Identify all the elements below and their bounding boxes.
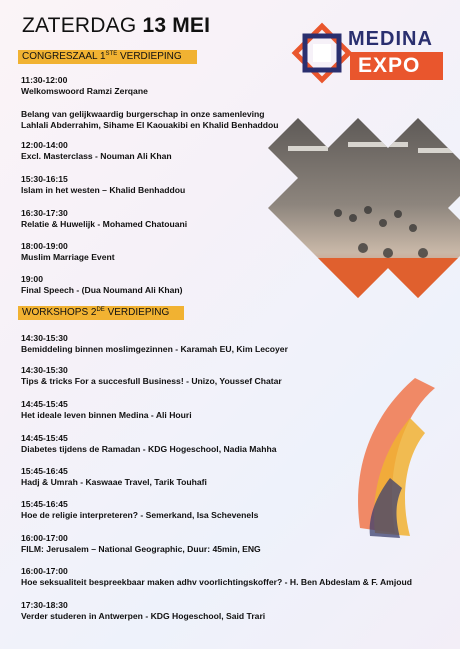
logo-text-expo: EXPO xyxy=(358,54,421,77)
entry-time: 15:45-16:45 xyxy=(21,499,68,509)
list-item xyxy=(21,109,279,131)
entry-desc: Excl. Masterclass - Nouman Ali Khan xyxy=(21,151,172,161)
entry-time: 15:45-16:45 xyxy=(21,466,68,476)
expo-photo-collage xyxy=(268,118,460,310)
list-item xyxy=(21,174,185,196)
entry-desc: Diabetes tijdens de Ramadan - KDG Hogeschool, Nadia Mahha xyxy=(21,444,277,454)
banner-sup: STE xyxy=(105,51,118,57)
list-item xyxy=(21,566,412,588)
entry-time: 14:45-15:45 xyxy=(21,433,68,443)
entry-time: 17:30-18:30 xyxy=(21,600,68,610)
list-item xyxy=(21,499,258,521)
title-day: ZATERDAG xyxy=(22,14,137,37)
list-item xyxy=(21,365,282,387)
entry-desc: FILM: Jerusalem – National Geographic, Duur: 45min, ENG xyxy=(21,544,261,554)
entry-desc: Hoe seksualiteit bespreekbaar maken adhv voorlichtingskoffer? - H. Ben Abdeslam & F. Amjoud xyxy=(21,577,412,587)
list-item xyxy=(21,241,115,263)
decorative-swoosh xyxy=(340,378,435,538)
section-banner-workshops xyxy=(18,306,184,320)
entry-desc: Tips & tricks For a succesfull Business! - Unizo, Youssef Chatar xyxy=(21,376,282,386)
title-date: 13 MEI xyxy=(142,14,211,37)
entry-desc: Hadj & Umrah - Kaswaae Travel, Tarik Touhafi xyxy=(21,477,207,487)
entry-time: 16:00-17:00 xyxy=(21,566,68,576)
entry-desc: Welkomswoord Ramzi Zerqane xyxy=(21,86,148,96)
list-item xyxy=(21,75,148,97)
entry-desc: Final Speech - (Dua Noumand Ali Khan) xyxy=(21,285,183,295)
entry-time: 18:00-19:00 xyxy=(21,241,68,251)
list-item xyxy=(21,600,265,622)
banner-label: WORKSHOPS 2 xyxy=(22,307,97,318)
entry-desc: Lahlali Abderrahim, Sihame El Kaouakibi en Khalid Benhaddou xyxy=(21,120,279,130)
entry-desc: Muslim Marriage Event xyxy=(21,252,115,262)
list-item xyxy=(21,466,207,488)
list-item xyxy=(21,533,261,555)
entry-time: 11:30-12:00 xyxy=(21,75,68,85)
banner-sup: DE xyxy=(96,307,105,313)
banner-label-end: VERDIEPING xyxy=(104,307,170,318)
entry-time: 14:45-15:45 xyxy=(21,399,68,409)
entry-desc: Verder studeren in Antwerpen - KDG Hogeschool, Said Trari xyxy=(21,611,266,621)
entry-desc: Bemiddeling binnen moslimgezinnen - Karamah EU, Kim Lecoyer xyxy=(21,344,288,354)
list-item xyxy=(21,433,276,455)
list-item xyxy=(21,140,172,162)
list-item xyxy=(21,274,183,296)
entry-desc: Hoe de religie interpreteren? - Semerkand, Isa Schevenels xyxy=(21,510,259,520)
list-item xyxy=(21,399,192,421)
logo-text-medina: MEDINA xyxy=(348,28,433,50)
page-title xyxy=(22,14,210,38)
list-item xyxy=(21,208,187,230)
banner-label: CONGRESZAAL 1 xyxy=(22,51,106,62)
entry-desc: Relatie & Huwelijk - Mohamed Chatouani xyxy=(21,219,188,229)
entry-desc: Het ideale leven binnen Medina - Ali Houri xyxy=(21,410,192,420)
entry-time: 16:30-17:30 xyxy=(21,208,68,218)
entry-time: 14:30-15:30 xyxy=(21,333,68,343)
entry-time: Belang van gelijkwaardig burgerschap in onze samenleving xyxy=(21,109,265,119)
entry-time: 12:00-14:00 xyxy=(21,140,68,150)
entry-time: 19:00 xyxy=(21,274,43,284)
entry-desc: Islam in het westen – Khalid Benhaddou xyxy=(21,185,186,195)
entry-time: 15:30-16:15 xyxy=(21,174,68,184)
section-banner-congreszaal xyxy=(18,50,197,64)
list-item xyxy=(21,333,288,355)
entry-time: 16:00-17:00 xyxy=(21,533,68,543)
entry-time: 14:30-15:30 xyxy=(21,365,68,375)
banner-label-end: VERDIEPING xyxy=(117,51,182,62)
